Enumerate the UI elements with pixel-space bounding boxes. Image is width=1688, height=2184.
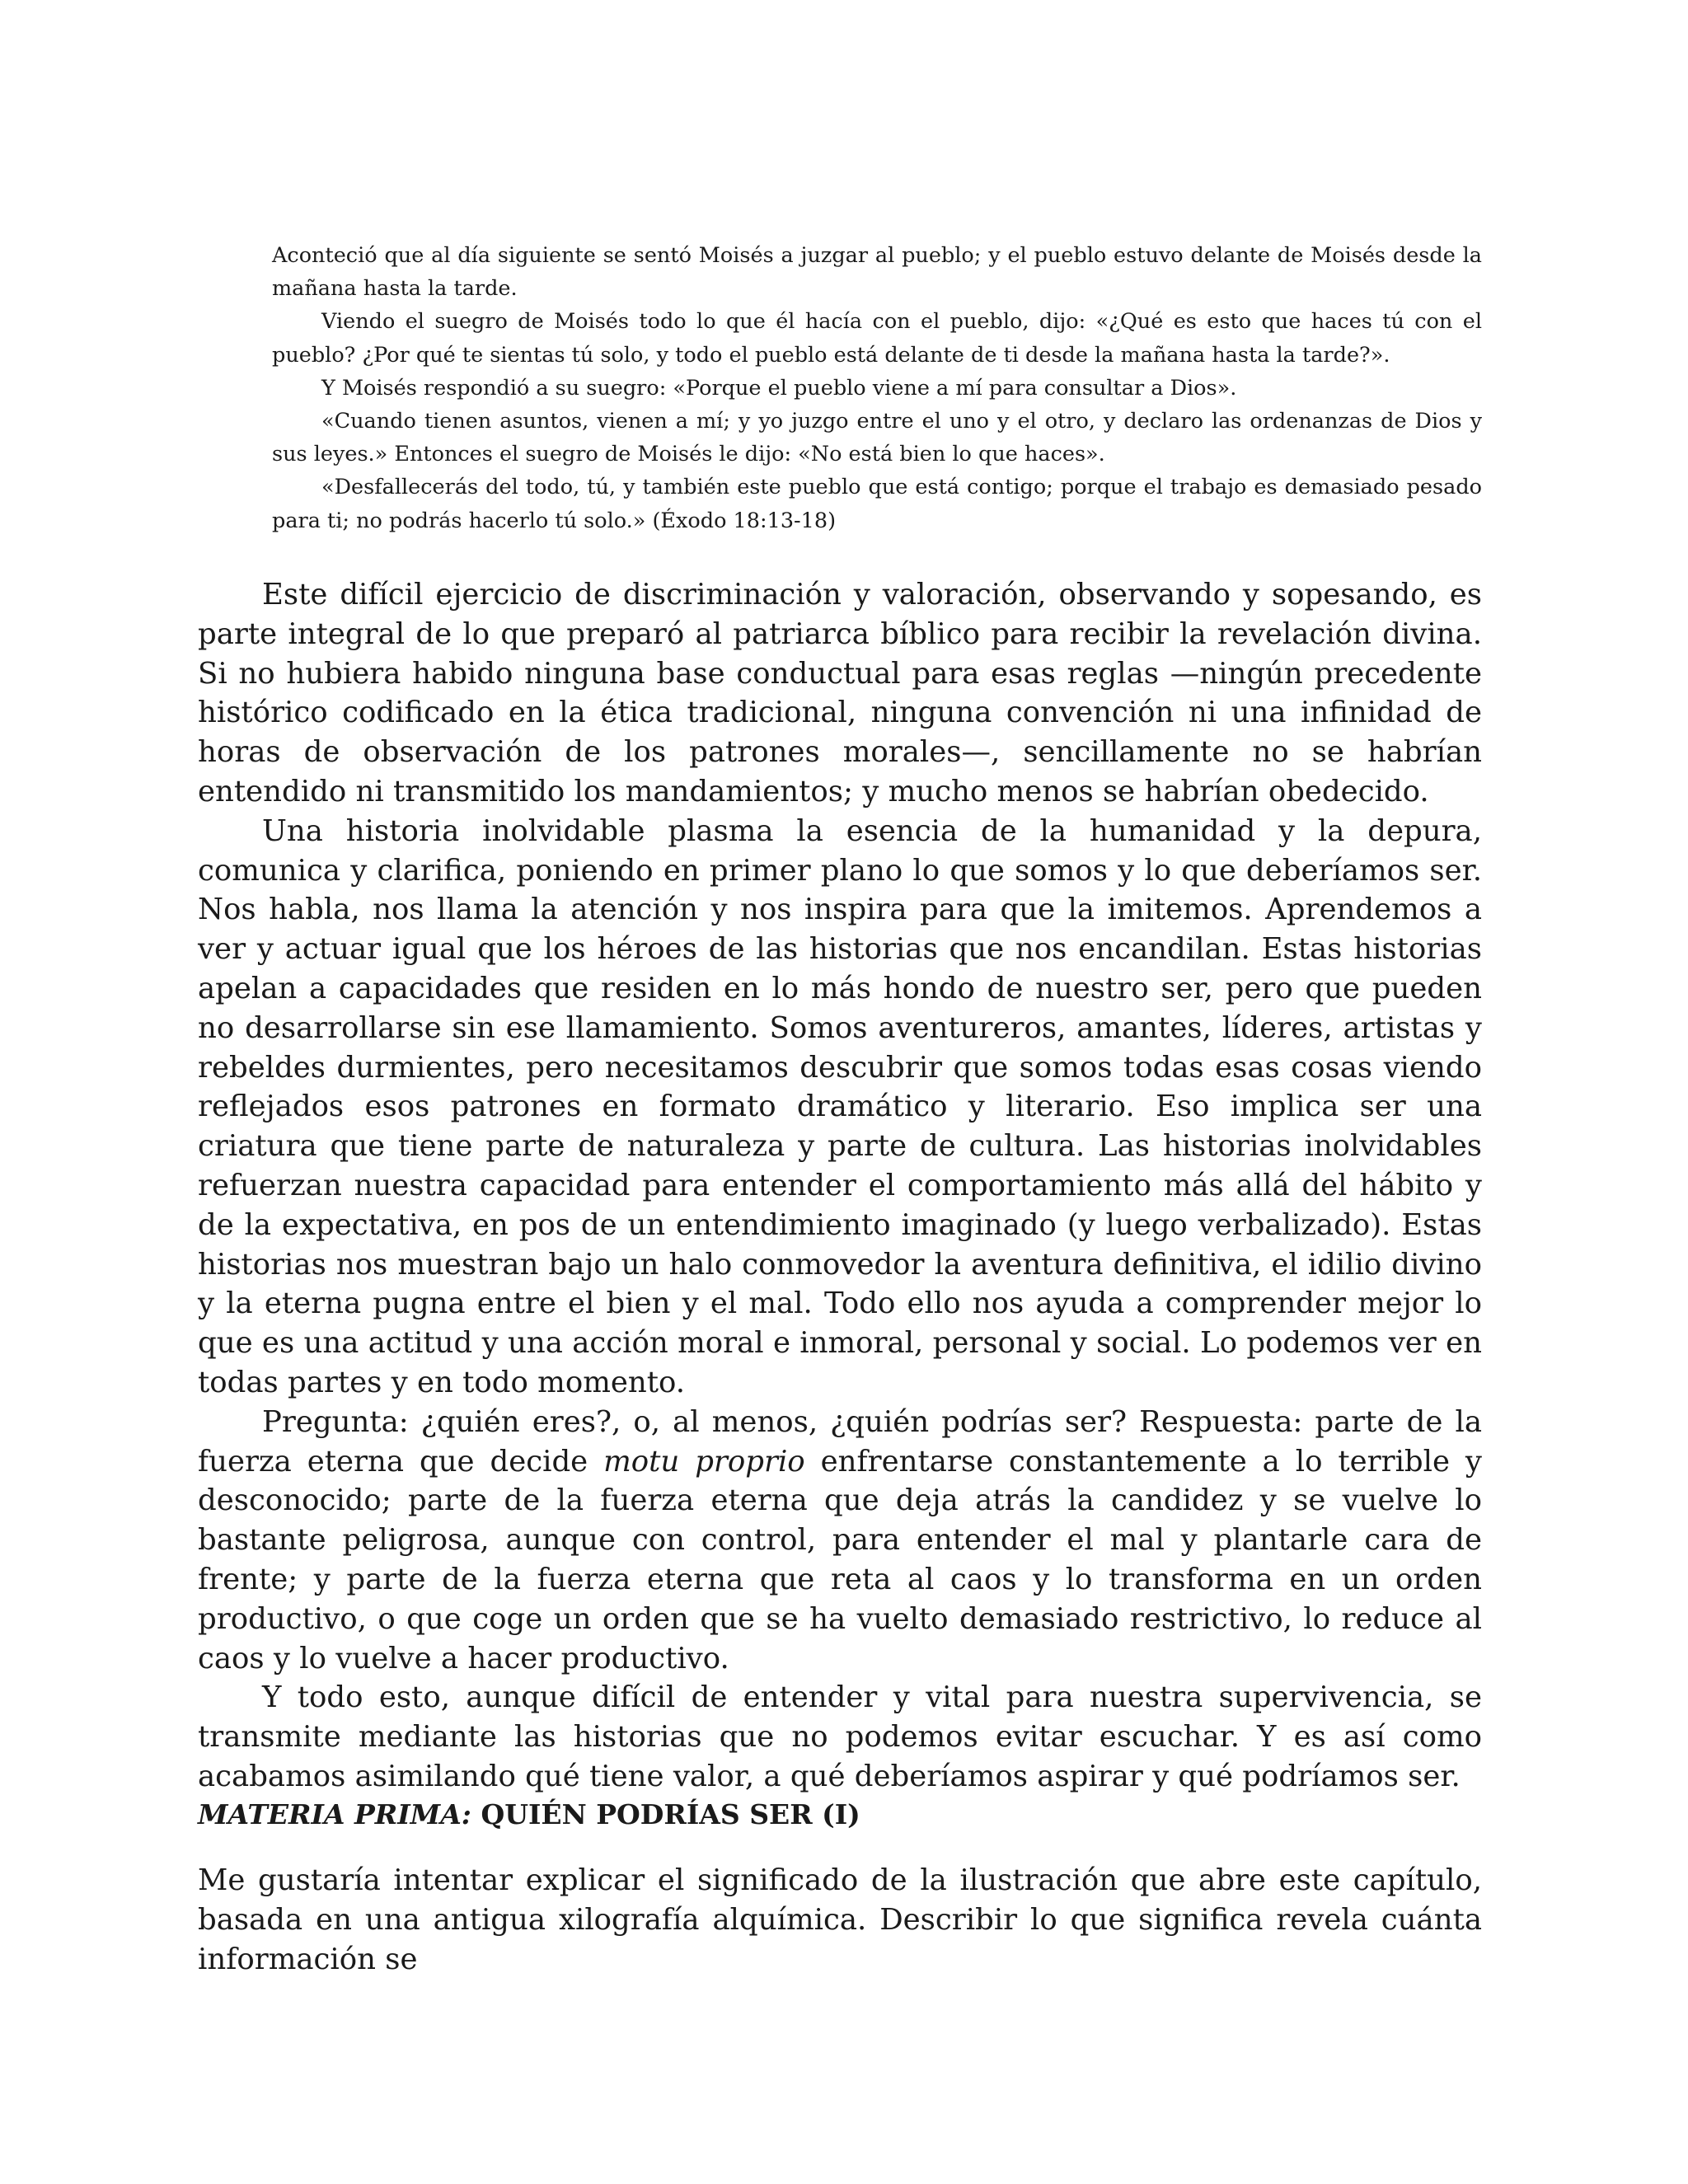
quote-paragraph: Aconteció que al día siguiente se sentó Moisés a juzgar al pueblo; y el pueblo estuvo delante de Moisés desde la mañana hasta la tarde. — [272, 243, 1482, 302]
quote-paragraph: Viendo el suegro de Moisés todo lo que él hacía con el pueblo, dijo: «¿Qué es esto que haces tú con el pueblo? ¿Por qué te sientas tú solo, y todo el pueblo está delante de ti desde la mañana hasta la tarde?». — [272, 309, 1482, 368]
body-paragraph: Una historia inolvidable plasma la esencia de la humanidad y la depura, comunica y clarifica, poniendo en primer plano lo que somos y lo que deberíamos ser. Nos habla, nos llama la atención y nos inspira para que la imitemos. Aprendemos a ver y actuar igual que los héroes de las historias que nos encandilan. Estas historias apelan a capacidades que residen en lo más hondo de nuestro ser, pero que pueden no desarrollarse sin ese llamamiento. Somos aventureros, amantes, líderes, artistas y rebeldes durmientes, pero necesitamos descubrir que somos todas esas cosas viendo reflejados esos patrones en formato dramático y literario. Eso implica ser una criatura que tiene parte de naturaleza y parte de cultura. Las historias inolvidables refuerzan nuestra capacidad para entender el comportamiento más allá del hábito y de la expectativa, en pos de un entendimiento imaginado (y luego verbalizado). Estas historias nos muestran bajo un halo conmovedor la aventura definitiva, el idilio divino y la eterna pugna entre el bien y el mal. Todo ello nos ayuda a comprender mejor lo que es una actitud y una acción moral e inmoral, personal y social. Lo podemos ver en todas partes y en todo momento. — [198, 813, 1482, 1399]
quote-paragraph: «Cuando tienen asuntos, vienen a mí; y yo juzgo entre el uno y el otro, y declaro las ordenanzas de Dios y sus leyes.» Entonces el suegro de Moisés le dijo: «No está bien lo que haces». — [272, 409, 1482, 467]
body-paragraph — [198, 1403, 1482, 1679]
body-text-run: enfrentarse constantemente a lo terrible y desconocido; parte de la fuerza eterna que deja atrás la candidez y se vuelve lo bastante peligrosa, aunque con control, para entender el mal y plantarle cara de frente; y parte de la fuerza eterna que reta al caos y lo transforma en un orden productivo, o que coge un orden que se ha vuelto demasiado restrictivo, lo reduce al caos y lo vuelve a hacer productivo. — [198, 1444, 1482, 1675]
latin-phrase: motu proprio — [603, 1444, 805, 1479]
body-paragraph: Y todo esto, aunque difícil de entender y vital para nuestra supervivencia, se transmite mediante las historias que no podemos evitar escuchar. Y es así como acabamos asimilando qué tiene valor, a qué deberíamos aspirar y qué podríamos ser. — [198, 1680, 1482, 1793]
body-paragraph: Este difícil ejercicio de discriminación y valoración, observando y sopesando, es parte integral de lo que preparó al patriarca bíblico para recibir la revelación divina. Si no hubiera habido ninguna base conductual para esas reglas —ningún precedente histórico codificado en la ética tradicional, ninguna convención ni una infinidad de horas de observación de los patrones morales—, sencillamente no se habrían entendido ni transmitido los mandamientos; y mucho menos se habrían obedecido. — [198, 578, 1482, 808]
section-paragraph: Me gustaría intentar explicar el significado de la ilustración que abre este capítulo, basada en una antigua xilografía alquímica. Describir lo que significa revela cuánta información se — [198, 1863, 1482, 1976]
body-text-run: Pregunta: ¿quién eres?, o, al menos, ¿quién podrías ser? Respuesta: parte de la fuerza eterna que decide — [198, 1404, 1482, 1479]
section-text — [198, 1861, 1482, 1979]
section-heading — [198, 1795, 1482, 1835]
body-text — [198, 575, 1482, 1797]
bible-quote-block — [272, 239, 1482, 537]
section-heading-italic: MATERIA PRIMA: — [198, 1798, 471, 1830]
quote-paragraph: «Desfallecerás del todo, tú, y también este pueblo que está contigo; porque el trabajo es demasiado pesado para ti; no podrás hacerlo tú solo.» (Éxodo 18:13-18) — [272, 475, 1482, 533]
quote-paragraph: Y Moisés respondió a su suegro: «Porque el pueblo viene a mí para consultar a Dios». — [321, 375, 1237, 401]
section-heading-text: QUIÉN PODRÍAS SER (I) — [471, 1798, 860, 1830]
